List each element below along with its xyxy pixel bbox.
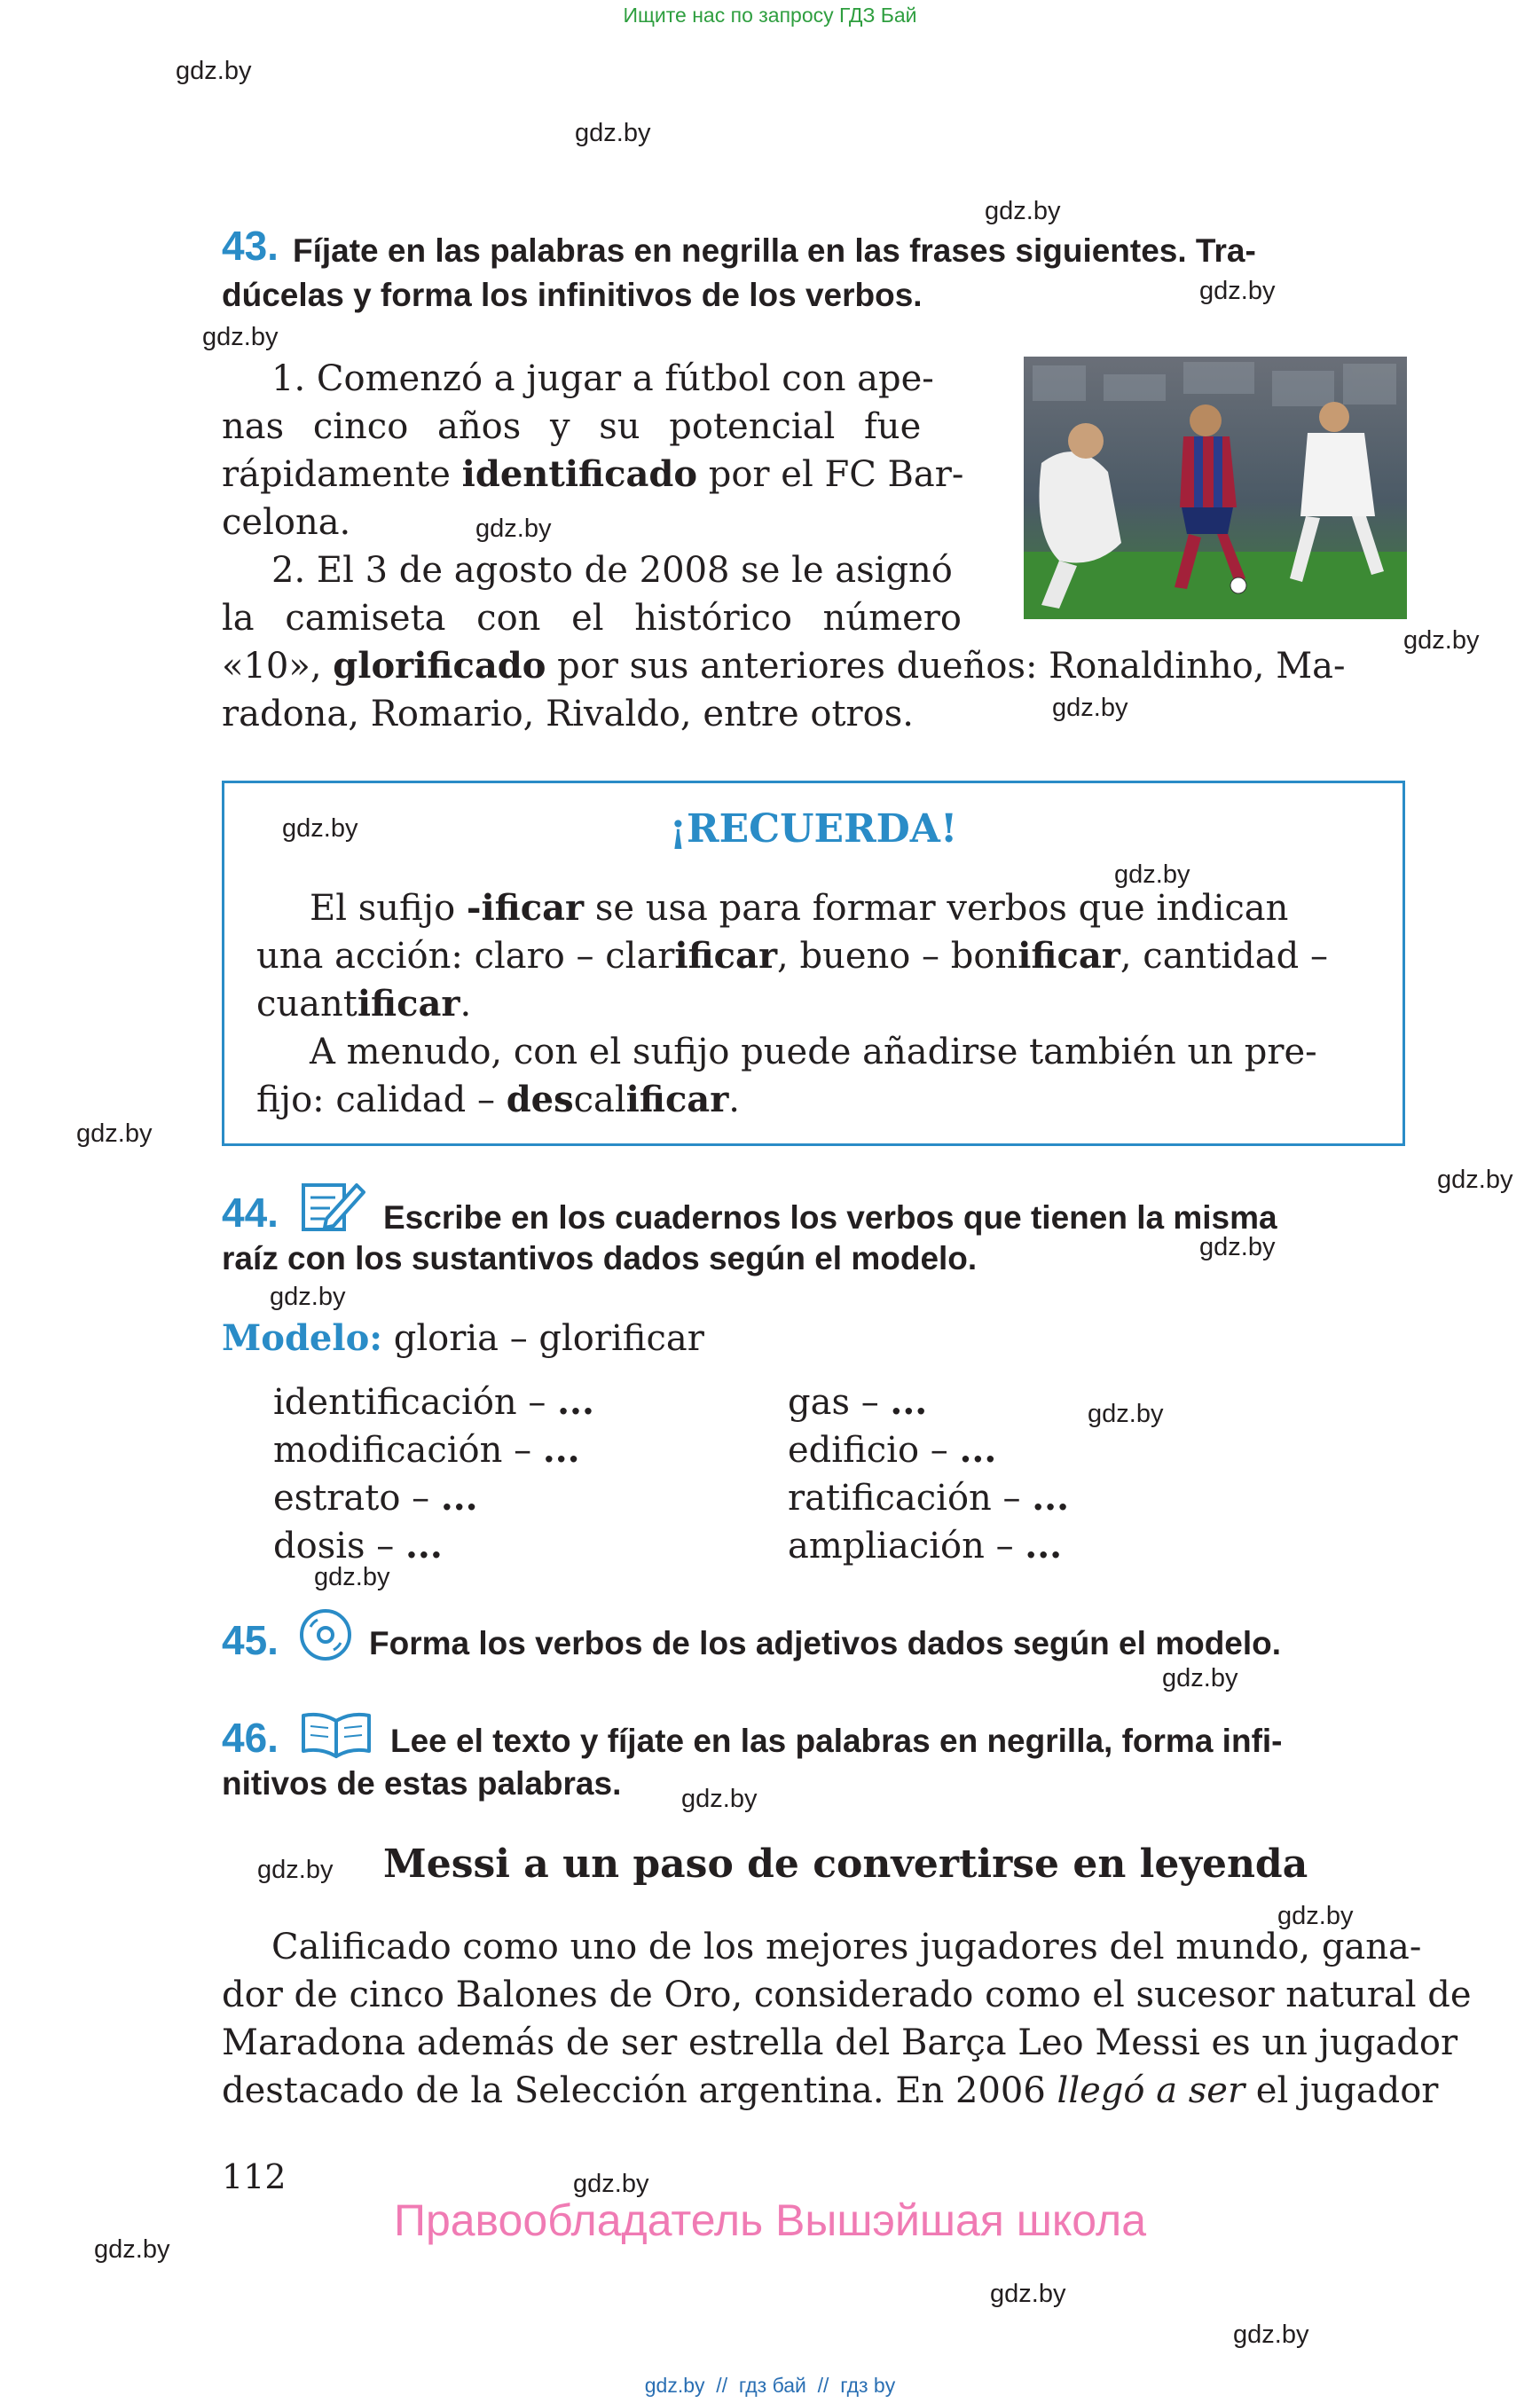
watermark: gdz.by [1437, 1166, 1513, 1194]
watermark: gdz.by [575, 119, 651, 147]
cd-disc-icon [298, 1607, 353, 1667]
exercise-title [222, 273, 1410, 318]
exercise-title [222, 1237, 1410, 1281]
open-book-icon [300, 1710, 373, 1764]
sentence-line: celona. [222, 502, 351, 543]
football-photo [1024, 357, 1407, 619]
recuerda-box [222, 781, 1405, 1146]
bold-word: identificado [461, 453, 698, 495]
watermark: gdz.by [94, 2235, 170, 2264]
title-line: Lee el texto y fíjate en las palabras en negrilla, forma infi- [390, 1723, 1283, 1759]
article-line: Maradona además de ser estrella del Barça Leo Messi es un jugador [222, 2022, 1458, 2063]
exercise-number: 45. [222, 1617, 279, 1663]
watermark: gdz.by [76, 1119, 153, 1148]
watermark: gdz.by [1088, 1400, 1164, 1428]
exercise-title [222, 1762, 1410, 1806]
sentence-line: radona, Romario, Rivaldo, entre otros. [222, 694, 914, 734]
word-item: dosis – ... [273, 1525, 443, 1567]
watermark: gdz.by [1233, 2321, 1309, 2349]
watermark: gdz.by [176, 57, 252, 85]
model-line [222, 1315, 1410, 1362]
title-line: Escribe en los cuadernos los verbos que tienen la misma [383, 1199, 1277, 1236]
watermark: gdz.by [1052, 694, 1128, 722]
sentence-line: «10», glorificado por sus anteriores dueños: Ronaldinho, Ma- [222, 645, 1346, 687]
title-line: dúcelas y forma los infinitivos de los verbos. [222, 277, 923, 313]
top-banner: Ищите нас по запросу ГДЗ Бай [623, 4, 917, 27]
watermark: gdz.by [985, 197, 1061, 225]
bold-word: glorificado [333, 645, 546, 687]
word-item: ratificación – ... [788, 1477, 1070, 1519]
watermark: gdz.by [282, 814, 358, 843]
watermark: gdz.by [990, 2280, 1066, 2308]
watermark: gdz.by [475, 514, 552, 543]
watermark: gdz.by [270, 1283, 346, 1311]
word-item: edificio – ... [788, 1429, 997, 1471]
sentence-line: rápidamente identificado por el FC Bar- [222, 453, 964, 495]
page-number: 112 [222, 2157, 287, 2196]
recuerda-line: cuantificar. [256, 983, 472, 1025]
word-item: ampliación – ... [788, 1525, 1063, 1567]
article-line: Calificado como uno de los mejores jugadores del mundo, gana- [271, 1927, 1422, 1967]
title-line: Forma los verbos de los adjetivos dados según el modelo. [369, 1625, 1282, 1661]
word-item: gas – ... [788, 1381, 928, 1423]
word-item: identificación – ... [273, 1381, 594, 1423]
pencil-notebook-icon [300, 1178, 365, 1237]
model-label: Modelo: [222, 1317, 383, 1359]
word-item: estrato – ... [273, 1477, 478, 1519]
watermark: gdz.by [681, 1785, 758, 1813]
watermark: gdz.by [573, 2170, 649, 2198]
title-line: nitivos de estas palabras. [222, 1765, 622, 1802]
watermark: gdz.by [1199, 277, 1276, 305]
recuerda-title: ¡RECUERDA! [669, 806, 958, 852]
watermark: gdz.by [1277, 1902, 1354, 1930]
recuerda-line: El sufijo -ificar se usa para formar verbos que indican [310, 887, 1289, 929]
watermark: gdz.by [202, 323, 279, 351]
model-text: gloria – glorificar [382, 1318, 704, 1359]
recuerda-line: fijo: calidad – descalificar. [256, 1079, 741, 1120]
article-body [222, 1923, 1472, 2115]
watermark: gdz.by [314, 1563, 390, 1591]
recuerda-line: A menudo, con el sufijo puede añadirse también un pre- [310, 1032, 1317, 1072]
word-column-2 [788, 1378, 1069, 1570]
sentence-line: la camiseta con el histórico número [222, 598, 962, 639]
exercise-title [293, 229, 1410, 273]
football-photo-image [1024, 357, 1407, 619]
recuerda-line: una acción: claro – clarificar, bueno – bonificar, cantidad – [256, 935, 1328, 977]
watermark: gdz.by [1114, 860, 1190, 889]
exercise-number: 43. [222, 223, 279, 269]
word-column-1 [273, 1378, 594, 1570]
watermark: gdz.by [1162, 1664, 1238, 1692]
sentence-line: 1. Comenzó a jugar a fútbol con ape- [271, 358, 934, 399]
exercise-title [383, 1196, 1412, 1240]
article-heading: Messi a un paso de convertirse en leyenda [383, 1842, 1308, 1887]
exercise-title [369, 1622, 1416, 1666]
italic-phrase: llegó a ser [1057, 2070, 1245, 2111]
recuerda-text [256, 884, 1376, 1124]
watermark: gdz.by [257, 1856, 334, 1884]
watermark: gdz.by [1403, 626, 1480, 655]
title-line: raíz con los sustantivos dados según el modelo. [222, 1240, 978, 1276]
exercise-number: 46. [222, 1715, 279, 1761]
exercise-title [390, 1719, 1412, 1763]
footer-links: gdz.by // гдз бай // гдз by [644, 2374, 896, 2397]
watermark: gdz.by [1199, 1233, 1276, 1261]
word-item: modificación – ... [273, 1429, 580, 1471]
exercise-number: 44. [222, 1190, 279, 1236]
copyright-line: Правообладатель Вышэйшая школа [394, 2195, 1146, 2245]
sentence-line: 2. El 3 de agosto de 2008 se le asignó [271, 550, 953, 591]
title-line: Fíjate en las palabras en negrilla en las frases siguientes. Tra- [293, 232, 1256, 269]
article-line: destacado de la Selección argentina. En 2006 llegó a ser el jugador [222, 2070, 1439, 2111]
article-line: dor de cinco Balones de Oro, considerado como el sucesor natural de [222, 1975, 1472, 2015]
sentence-line: nas cinco años y su potencial fue [222, 406, 922, 447]
